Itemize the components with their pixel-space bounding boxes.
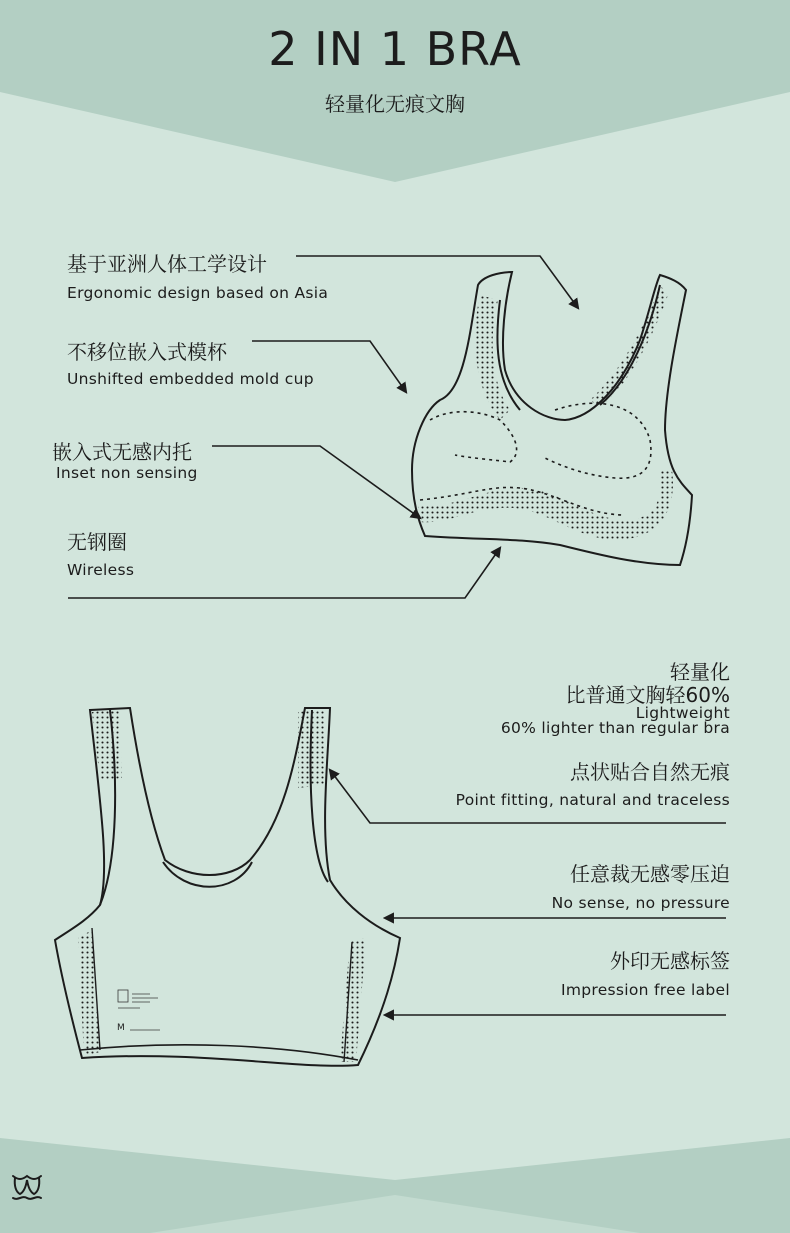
feature-lightweight-en1: Lightweight [635,704,730,722]
crop-top-illustration [55,708,400,1066]
feature-lightweight-en2: 60% lighter than regular bra [500,719,730,737]
feature-ergonomic-en: Ergonomic design based on Asia [67,284,329,302]
feature-wireless-en: Wireless [67,561,135,579]
feature-wireless-zh: 无钢圈 [67,530,127,554]
feature-inset-en: Inset non sensing [56,464,198,482]
label-size-text: M [117,1023,125,1033]
sports-bra-illustration [412,272,692,565]
page-title: 2 IN 1 BRA [268,22,522,76]
feature-mold-cup-en: Unshifted embedded mold cup [67,370,314,388]
feature-no-pressure-zh: 任意裁无感零压迫 [570,862,730,886]
feature-mold-cup-zh: 不移位嵌入式模杯 [67,340,227,364]
feature-label-en: Impression free label [560,981,730,999]
feature-lightweight-zh2: 比普通文胸轻60% [565,683,730,707]
feature-no-pressure-en: No sense, no pressure [551,894,730,912]
feature-inset-zh: 嵌入式无感内托 [52,440,192,464]
feature-point-fitting-zh: 点状贴合自然无痕 [570,760,730,784]
feature-label-zh: 外印无感标签 [610,949,730,973]
feature-ergonomic-zh: 基于亚洲人体工学设计 [67,252,267,276]
page-subtitle: 轻量化无痕文胸 [325,92,465,116]
brand-logo-icon [10,1170,44,1204]
feature-lightweight-zh1: 轻量化 [670,660,730,684]
feature-point-fitting-en: Point fitting, natural and traceless [455,791,730,809]
top-callout-lines [68,256,578,598]
bottom-callout-lines [330,770,726,1015]
